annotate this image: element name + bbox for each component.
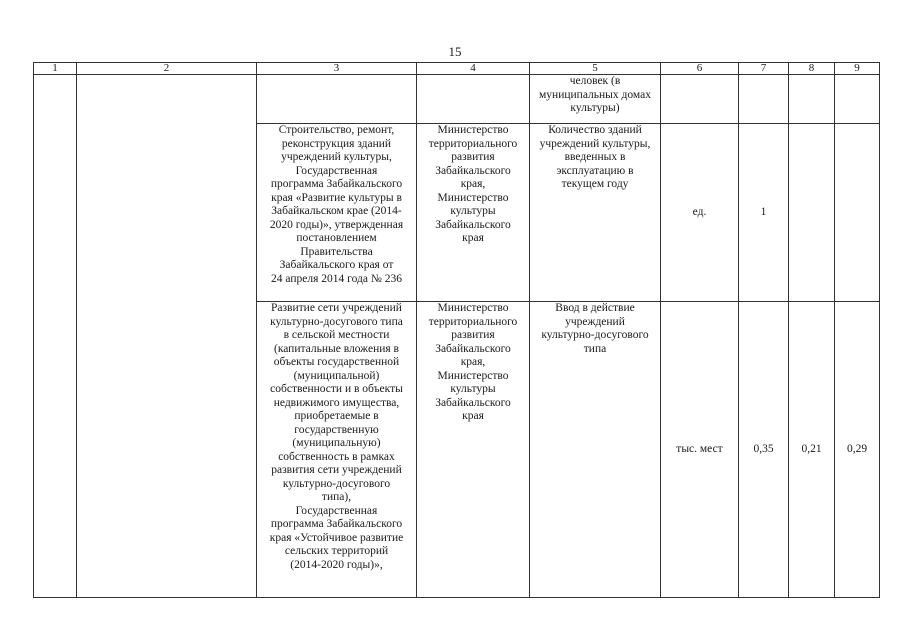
column-number-row [34,63,880,75]
col4-cell: Министерство территориального развития Забайкальского края, Министерство культуры Забайкальского края [417,124,530,302]
column-header: 5 [530,63,661,75]
table-row [34,75,880,124]
col6-cell: тыс. мест [661,302,739,598]
col4-cell [417,75,530,124]
col4-cell: Министерство территориального развития Забайкальского края, Министерство культуры Забайкальского края [417,302,530,598]
col8-cell [789,124,835,302]
col9-cell [835,75,880,124]
column-header: 7 [739,63,789,75]
col9-cell [835,124,880,302]
column-header: 8 [789,63,835,75]
col9-cell: 0,29 [835,302,880,598]
col5-cell: человек (в муниципальных домах культуры) [530,75,661,124]
col8-cell: 0,21 [789,302,835,598]
column-header: 3 [257,63,417,75]
col7-cell: 0,35 [739,302,789,598]
col7-cell [739,75,789,124]
column-header: 2 [77,63,257,75]
col1-cell [34,75,77,598]
column-header: 6 [661,63,739,75]
col5-cell: Ввод в действие учреждений культурно-досугового типа [530,302,661,598]
col2-cell [77,75,257,598]
col6-cell: ед. [661,124,739,302]
column-header: 4 [417,63,530,75]
col5-cell: Количество зданий учреждений культуры, введенных в эксплуатацию в текущем году [530,124,661,302]
col7-cell: 1 [739,124,789,302]
column-header: 1 [34,63,77,75]
data-table [33,62,880,598]
column-header: 9 [835,63,880,75]
col3-cell: Строительство, ремонт, реконструкция зданий учреждений культуры, Государственная программа Забайкальского края «Развитие культуры в Забайкальском крае (2014- 2020 годы)», утвержденная постановлением Правительства Забайкальского края от 24 апреля 2014 года № 236 [257,124,417,302]
col3-cell: Развитие сети учреждений культурно-досугового типа в сельской местности (капитальные вложения в объекты государственной (муниципальной) собственности и в объекты недвижимого имущества, приобретаемые в государственную (муниципальную) собственность в рамках развития сети учреждений культурно-досугового типа), Государственная программа Забайкальского края «Устойчивое развитие сельских территорий (2014-2020 годы)», [257,302,417,598]
page-number: 15 [448,44,462,59]
col6-cell [661,75,739,124]
col3-cell [257,75,417,124]
col8-cell [789,75,835,124]
